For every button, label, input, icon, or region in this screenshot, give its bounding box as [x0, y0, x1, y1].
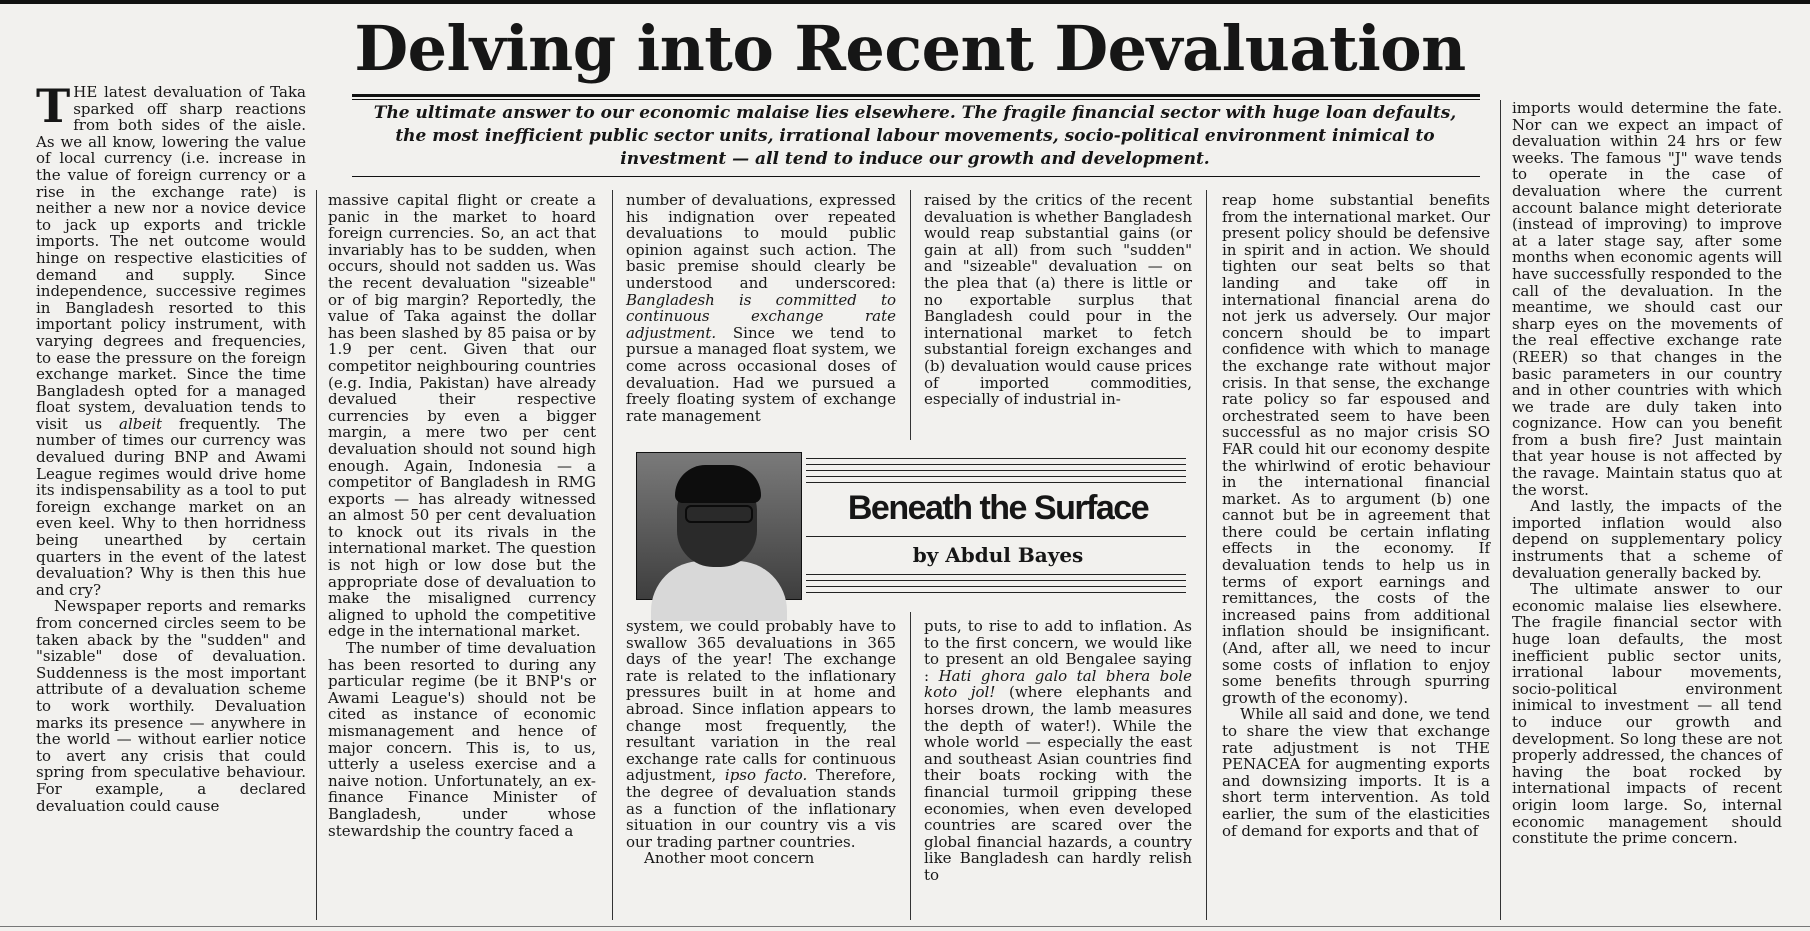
- column-5: [1222, 192, 1490, 922]
- column-2-continued: [328, 616, 596, 921]
- column-divider: [910, 612, 911, 920]
- deck-subheadline: The ultimate answer to our economic malaise lies elsewhere. The fragile financial sector with huge loan defaults, the most inefficient public sector units, irrational labour movements, socio-political environment inimical to investment — all tend to induce our growth and development.: [373, 103, 1457, 169]
- column-title: Beneath the Surface: [810, 488, 1186, 528]
- column-5-paragraph-1: reap home substantial benefits from the international market. Our present policy should be defensive in spirit and in action. We should tighten our seat belts so that landing and take off in international financial arena do not jerk us adversely. Our major concern should be to impart confidence with which to manage the exchange rate without major crisis. In that sense, the exchange rate policy so far espoused and orchestrated seem to have been successful as no major crisis SO FAR could hit our economy despite the whirlwind of erotic behaviour in the international financial market. As to argument (b) one cannot but be in agreement that there could be certain inflating effects in the economy. If devaluation tends to help us in terms of export earnings and remittances, the costs of the increased pains from additional inflation should be insignificant. (And, after all, we need to incur some costs of inflation to enjoy some benefits through spurring growth of the economy).: [1222, 191, 1490, 707]
- column-2-paragraph-2: The number of time devaluation has been resorted to during any particular regime (be it BNP's or Awami League's) should not be cited as instance of economic mismanagement and hence of major concern. This is, to us, utterly a useless exercise and a naive notion. Unfortunately, an ex-finance Finance Minister of Bangladesh, under whose stewardship the country faced a: [328, 639, 596, 840]
- column-6-paragraph-2: And lastly, the impacts of the imported inflation would also depend on supplementary policy instruments that a scheme of devaluation generally backed by.: [1512, 497, 1782, 582]
- column-3: [626, 192, 896, 432]
- column-4: [924, 192, 1192, 432]
- deck-rule-top-thin: [352, 99, 1480, 100]
- deck-rule-bottom: [352, 176, 1480, 177]
- column-6: [1512, 100, 1782, 920]
- column-1-paragraph-2: Newspaper reports and remarks from concerned circles seem to be taken aback by the "sudden" and "sizable" dose of devaluation. Suddenness is the most important attribute of a devaluation scheme to work worthily. Devaluation marks its presence — anywhere in the world — without earlier notice to avert any crisis that could spring from speculative behaviour. For example, a declared devaluation could cause: [36, 597, 306, 815]
- top-border: [0, 0, 1810, 4]
- deck-rule-top: [352, 94, 1480, 97]
- column-3-paragraph-3: Another moot concern: [644, 849, 815, 868]
- column-3-paragraph-1: number of devaluations, expressed his indignation over repeated devaluations to mould public opinion against such action. The basic premise should clearly be understood and underscored: Bangladesh is committed to continuous exchange rate adjustment. Since we tend to pursue a managed float system, we come across occasional doses of devaluation. Had we pursued a freely floating system of exchange rate management: [626, 191, 896, 425]
- column-4-paragraph-2: puts, to rise to add to inflation. As to the first concern, we would like to present an old Bengalee saying : Hati ghora galo tal bhera bole koto jol! (where elephants and horses drown, the lamb measures the depth of water!). While the whole world — especially the east and southeast Asian countries find their boats rocking with the financial turmoil gripping these economies, when even developed countries are scared over the global financial hazards, a country like Bangladesh can hardly relish to: [924, 617, 1192, 884]
- column-divider: [1500, 100, 1501, 920]
- byline-box: [630, 448, 1190, 606]
- column-5-paragraph-2: While all said and done, we tend to share the view that exchange rate adjustment is not THE PENACEA for augmenting exports and downsizing imports. It is a short term intervention. As told earlier, the sum of the elasticities of demand for exports and that of: [1222, 705, 1490, 840]
- column-2-paragraph-1: massive capital flight or create a panic in the market to hoard foreign currencies. So, an act that invariably has to be sudden, when occurs, should not sadden us. Was the recent devaluation "sizeable" or of big margin? Reportedly, the value of Taka against the dollar has been slashed by 85 paisa or by 1.9 per cent. Given that our competitor neighbouring countries (e.g. India, Pakistan) have already devalued their respective currencies by even a bigger margin, a mere two per cent devaluation should not sound high enough. Again, Indonesia — a competitor of Bangladesh in RMG exports — has already witnessed an almost 50 per cent devaluation to knock out its rivals in the international market. The question is not high or low dose but the appropriate dose of devaluation to make the misaligned currency aligned to uphold the competitive edge in the international market.: [328, 191, 596, 641]
- author-byline: by Abdul Bayes: [810, 542, 1186, 568]
- column-3-continued: [626, 618, 896, 921]
- column-3-paragraph-2: system, we could probably have to swallow 365 devaluations in 365 days of the year! The exchange rate is related to the inflationary pressures built in at home and abroad. Since inflation appears to change most frequently, the resultant variation in the real exchange rate calls for continuous adjustment, ipso facto. Therefore, the degree of devaluation stands as a function of the inflationary situation in our country vis a vis our trading partner countries.: [626, 617, 896, 851]
- column-4-continued: [924, 618, 1192, 921]
- column-6-paragraph-3: The ultimate answer to our economic malaise lies elsewhere. The fragile financial sector with huge loan defaults, the most inefficient public sector units, irrational labour movements, socio-political environment inimical to investment — all tend to induce our growth and development. So long these are not properly addressed, the chances of having the boat rocked by international impacts of recent origin loom large. So, internal economic management should constitute the prime concern.: [1512, 580, 1782, 848]
- drop-cap: T: [36, 79, 71, 133]
- column-6-paragraph-1: imports would determine the fate. Nor can we expect an impact of devaluation within 24 hrs or few weeks. The famous "J" wave tends to operate in the case of devaluation where the current account balance might deteriorate (instead of improving) to improve at a later stage say, after some months when economic agents will have successfully responded to the call of the devaluation. In the meantime, we should cast our sharp eyes on the movements of the real effective exchange rate (REER) so that changes in the basic parameters in our country and in other countries with which we trade are duly taken into cognizance. How can you benefit from a bush fire? Just maintain that year house is not affected by the ravage. Maintain status quo at the worst.: [1512, 99, 1782, 499]
- column-2: [328, 191, 596, 840]
- author-photo: [636, 452, 802, 600]
- headline: Delving into Recent Devaluation: [354, 12, 1466, 85]
- column-1: [36, 79, 306, 920]
- column-1-paragraph-1: THE latest devaluation of Taka sparked off sharp reactions from both sides of the aisle. As we all know, lowering the value of local currency (i.e. increase in the value of foreign currency or a rise in the exchange rate) is neither a new nor a novice device to jack up exports and trickle imports. The net outcome would hinge on respective elasticities of demand and supply. Since independence, successive regimes in Bangladesh resorted to this important policy instrument, with varying degrees and frequencies, to ease the pressure on the foreign exchange market. Since the time Bangladesh opted for a managed float system, devaluation tends to visit us albeit frequently. The number of times our currency was devalued during BNP and Awami League regimes would drive home its indispensability as a tool to put foreign exchange market on an even keel. Why to then horridness being unearthed by certain quarters in the event of the latest devaluation? Why is then this hue and cry?: [36, 79, 306, 599]
- column-divider: [316, 190, 317, 920]
- column-4-paragraph-1: raised by the critics of the recent devaluation is whether Bangladesh would reap substantial gains (or gain at all) from such "sudden" and "sizeable" devaluation — on the plea that (a) there is little or no exportable surplus that Bangladesh could pour in the international market to fetch substantial foreign exchanges and (b) devaluation would cause prices of imported commodities, especially of industrial in-: [924, 191, 1192, 409]
- bottom-border: [0, 926, 1810, 927]
- column-divider: [1206, 190, 1207, 920]
- column-divider: [910, 190, 911, 440]
- column-divider: [612, 190, 613, 920]
